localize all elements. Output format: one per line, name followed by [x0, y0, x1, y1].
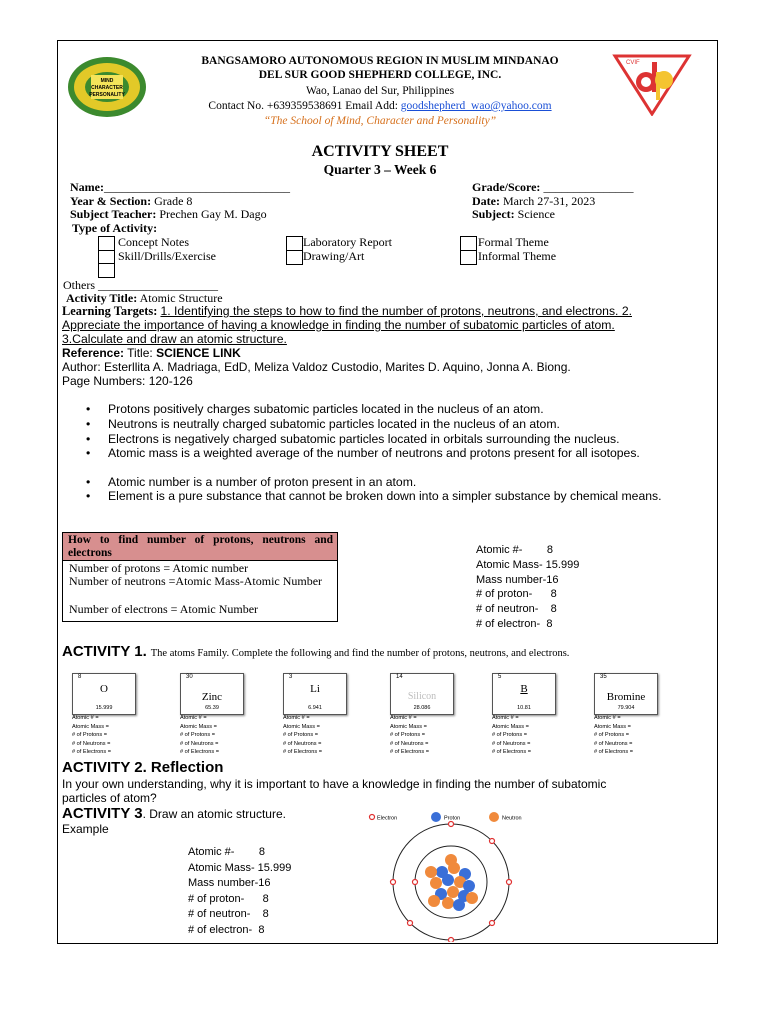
others-label: Others: [63, 278, 95, 292]
bullet-electrons: • Electrons is negatively charged subatomic particles located in orbitals surrounding the nucleus.: [86, 432, 620, 446]
example-atomic-number: Atomic #- 8: [476, 544, 554, 556]
example2-neutrons: # of neutron- 8: [188, 908, 269, 921]
grade-row: [472, 180, 633, 195]
silicon-number: 14: [396, 674, 403, 680]
oxygen-number: 8: [78, 674, 82, 680]
howto-header: [63, 533, 337, 561]
activity2-question-2: particles of atom?: [62, 791, 157, 805]
zinc-field-neutrons: # of Neutrons =: [180, 740, 219, 747]
lab-report-label: Laboratory Report: [303, 235, 392, 249]
example-mass-number: Mass number-16: [476, 573, 559, 586]
element-card-lithium: [283, 673, 347, 715]
lithium-field-atomic-mass: Atomic Mass =: [283, 723, 320, 730]
activity3-row: [62, 805, 286, 823]
electron: [490, 921, 495, 926]
oxygen-field-electrons: # of Electrons =: [72, 749, 112, 755]
bullet-protons-text: Protons positively charges subatomic particles located in the nucleus of an atom.: [108, 402, 544, 416]
example-values-1: [476, 543, 579, 632]
bullet-element-text: Element is a pure substance that cannot be broken down into a simpler substance by chemical means.: [108, 489, 662, 503]
motto: “The School of Mind, Character and Personality”: [263, 115, 497, 127]
targets-text-2: Appreciate the importance of having a knowledge in finding the number of subatomic particles of atom.: [62, 318, 615, 332]
boron-field-atomic-number: Atomic # =: [492, 715, 519, 721]
neutron: [447, 886, 459, 898]
activity-type-label: Type of Activity:: [72, 221, 158, 235]
informal-theme-checkbox[interactable]: [460, 250, 477, 265]
oxygen-field-atomic-mass: Atomic Mass =: [72, 723, 109, 730]
silicon-symbol: Silicon: [407, 691, 437, 702]
silicon-field-electrons: # of Electrons =: [390, 749, 430, 755]
contact-line: [150, 100, 610, 112]
legend: [370, 812, 522, 822]
example-electrons: # of electron- 8: [476, 617, 553, 630]
legend-proton: Proton: [444, 815, 461, 822]
legend-proton-icon: [431, 812, 441, 822]
element-card-oxygen: [72, 673, 136, 715]
boron-field-electrons: # of Electrons =: [492, 749, 532, 755]
activity3-instruction: . Draw an atomic structure.: [142, 807, 286, 821]
bromine-number: 35: [600, 674, 607, 680]
targets-label: Learning Targets:: [62, 304, 158, 318]
activity1-row: [62, 643, 569, 661]
zinc-field-protons: # of Protons =: [180, 732, 215, 738]
bromine-field-protons: # of Protons =: [594, 732, 629, 738]
boron-fields: [492, 714, 531, 757]
skill-drills-label: Skill/Drills/Exercise: [118, 249, 216, 263]
bromine-field-atomic-number: Atomic # =: [594, 715, 621, 721]
activity3-example-label: Example: [62, 822, 109, 836]
atom-diagram: [364, 806, 534, 942]
example-neutrons: # of neutron- 8: [476, 603, 557, 616]
example2-mass-number: Mass number-16: [188, 877, 271, 890]
bromine-fields: [594, 714, 633, 757]
lithium-mass: 6.941: [308, 705, 322, 711]
subject-value: Science: [517, 207, 555, 221]
informal-theme-label: Informal Theme: [478, 249, 557, 263]
teacher-row: [70, 207, 267, 222]
bromine-symbol: Bromine: [606, 691, 646, 703]
activity1-heading: ACTIVITY 1.: [62, 643, 147, 660]
element-card-bromine: [594, 673, 658, 715]
bullet-electrons-text: Electrons is negatively charged subatomic particles located in orbitals surrounding the nucleus.: [108, 432, 620, 446]
teacher-label: Subject Teacher:: [70, 207, 157, 221]
date-label: Date:: [472, 194, 500, 208]
bromine-mass: 79.904: [617, 705, 635, 711]
formal-theme-checkbox[interactable]: [460, 236, 477, 251]
example2-protons: # of proton- 8: [188, 892, 269, 905]
neutron: [428, 895, 440, 907]
activity1-instruction: The atoms Family. Complete the following and find the number of protons, neutrons, and electrons.: [150, 648, 570, 659]
oxygen-mass: 15.999: [95, 705, 113, 711]
boron-number: 5: [498, 674, 502, 680]
activity3-heading: ACTIVITY 3: [62, 805, 143, 822]
school-seal-logo: [66, 55, 148, 119]
electron: [413, 880, 418, 885]
svg-text:CHARACTER: CHARACTER: [91, 85, 123, 91]
svg-text:MIND: MIND: [100, 78, 114, 84]
neutron: [425, 866, 437, 878]
oxygen-field-neutrons: # of Neutrons =: [72, 740, 111, 747]
name-row: [70, 180, 290, 195]
others-blank: ____________________: [98, 278, 218, 292]
bullet-protons: • Protons positively charges subatomic particles located in the nucleus of an atom.: [86, 402, 544, 416]
page-title: ACTIVITY SHEET: [311, 143, 449, 160]
reference-label: Reference:: [62, 346, 125, 360]
activity-title-value: Atomic Structure: [139, 291, 223, 305]
zinc-number: 30: [186, 674, 193, 680]
example-protons: # of proton- 8: [476, 588, 557, 601]
bullet-element: • Element is a pure substance that cannot be broken down into a simpler substance by chemical means.: [86, 489, 662, 503]
howto-heading: How to find number of protons, neutrons and electrons: [68, 534, 333, 559]
electron: [391, 880, 396, 885]
oxygen-field-protons: # of Protons =: [72, 732, 107, 738]
zinc-fields: [180, 714, 219, 757]
page-subtitle: Quarter 3 – Week 6: [323, 162, 437, 177]
electron: [449, 938, 454, 943]
silicon-field-neutrons: # of Neutrons =: [390, 740, 429, 747]
example-atomic-mass: Atomic Mass- 15.999: [476, 558, 580, 571]
electron: [490, 839, 495, 844]
activity-title-label: Activity Title:: [66, 291, 138, 305]
lithium-field-atomic-number: Atomic # =: [283, 715, 310, 721]
bromine-field-neutrons: # of Neutrons =: [594, 740, 633, 747]
grade-blank: _______________: [543, 180, 634, 194]
howto-neutrons: Number of neutrons =Atomic Mass-Atomic Number: [69, 574, 323, 588]
contact-text: Contact No. +639359538691 Email Add:: [208, 100, 398, 112]
silicon-field-atomic-number: Atomic # =: [390, 715, 417, 721]
name-blank: _______________________________: [103, 180, 290, 194]
silicon-field-protons: # of Protons =: [390, 732, 425, 738]
year-label: Year & Section:: [70, 194, 152, 208]
zinc-field-electrons: # of Electrons =: [180, 749, 220, 755]
legend-neutron-icon: [489, 812, 499, 822]
subject-label: Subject:: [472, 207, 515, 221]
lithium-field-protons: # of Protons =: [283, 732, 318, 738]
formal-theme-label: Formal Theme: [478, 235, 549, 249]
element-card-boron: [492, 673, 556, 715]
proton: [453, 899, 465, 911]
oxygen-field-atomic-number: Atomic # =: [72, 715, 99, 721]
concept-notes-checkbox[interactable]: [98, 236, 115, 251]
bromine-field-electrons: # of Electrons =: [594, 749, 634, 755]
neutron: [430, 877, 442, 889]
electron: [449, 822, 454, 827]
others-checkbox[interactable]: [98, 263, 115, 278]
email-link[interactable]: goodshepherd_wao@yahoo.com: [400, 100, 552, 112]
howto-box: [62, 532, 338, 622]
boron-symbol: B: [520, 683, 528, 695]
cvif-dp-logo: [612, 50, 692, 116]
lab-report-checkbox[interactable]: [286, 236, 303, 251]
bullet-atomic-mass: • Atomic mass is a weighted average of the number of neutrons and protons present for all isotopes.: [86, 446, 640, 460]
reference-pages: Page Numbers: 120-126: [62, 374, 193, 388]
electron: [408, 921, 413, 926]
reference-title: SCIENCE LINK: [156, 346, 241, 360]
howto-protons: Number of protons = Atomic number: [69, 561, 249, 575]
example-values-2: [188, 845, 291, 939]
lithium-field-neutrons: # of Neutrons =: [283, 740, 322, 747]
howto-electrons: Number of electrons = Atomic Number: [69, 602, 259, 616]
drawing-art-checkbox[interactable]: [286, 250, 303, 265]
date-value: March 27-31, 2023: [502, 194, 596, 208]
grade-label: Grade/Score:: [472, 180, 541, 194]
boron-field-neutrons: # of Neutrons =: [492, 740, 531, 747]
legend-electron: Electron: [377, 815, 398, 822]
neutron: [445, 854, 457, 866]
school-address: Wao, Lanao del Sur, Philippines: [305, 85, 455, 97]
school-name: DEL SUR GOOD SHEPHERD COLLEGE, INC.: [258, 69, 502, 81]
reference-title-label: Title:: [127, 346, 153, 360]
targets-text-3: 3.Calculate and draw an atomic structure.: [62, 332, 287, 346]
element-card-zinc: [180, 673, 244, 715]
element-card-silicon: [390, 673, 454, 715]
nucleus: [425, 854, 478, 911]
subject-row: [472, 207, 555, 222]
zinc-field-atomic-number: Atomic # =: [180, 715, 207, 721]
activity2-heading: ACTIVITY 2. Reflection: [62, 759, 224, 776]
proton: [442, 874, 454, 886]
example2-atomic-number: Atomic #- 8: [188, 846, 266, 858]
lithium-fields: [283, 714, 322, 757]
lithium-number: 3: [289, 674, 293, 680]
bullet-atomic-mass-text: Atomic mass is a weighted average of the number of neutrons and protons present for all isotopes.: [108, 446, 640, 460]
learning-targets-line1: [62, 304, 632, 319]
reference-author: Author: Esterllita A. Madriaga, EdD, Meliza Valdoz Custodio, Marites D. Aquino, Jonna A. Biong.: [62, 360, 571, 374]
neutron: [466, 892, 478, 904]
silicon-mass: 28.086: [413, 705, 431, 711]
svg-text:PERSONALITY: PERSONALITY: [89, 92, 125, 98]
zinc-symbol: Zinc: [201, 691, 223, 703]
legend-neutron: Neutron: [502, 815, 522, 822]
oxygen-symbol: O: [100, 683, 108, 695]
concept-notes-label: Concept Notes: [118, 235, 189, 249]
boron-field-atomic-mass: Atomic Mass =: [492, 723, 529, 730]
name-label: Name:: [70, 180, 104, 194]
bullet-atomic-number: • Atomic number is a number of proton present in an atom.: [86, 475, 417, 489]
boron-mass: 10.81: [517, 705, 531, 711]
legend-electron-icon: [370, 815, 375, 820]
bullet-neutrons-text: Neutrons is neutrally charged subatomic particles located in the nucleus of an atom.: [108, 417, 560, 431]
example2-electrons: # of electron- 8: [188, 923, 265, 936]
bullet-atomic-number-text: Atomic number is a number of proton present in an atom.: [108, 475, 417, 489]
oxygen-fields: [72, 714, 111, 757]
region-title: BANGSAMORO AUTONOMOUS REGION IN MUSLIM MINDANAO: [201, 55, 559, 67]
targets-text-1: 1. Identifying the steps to how to find the number of protons, neutrons, and electrons. 2.: [160, 304, 632, 318]
zinc-mass: 65.39: [205, 705, 219, 711]
zinc-field-atomic-mass: Atomic Mass =: [180, 723, 217, 730]
bromine-field-atomic-mass: Atomic Mass =: [594, 723, 631, 730]
boron-field-protons: # of Protons =: [492, 732, 527, 738]
silicon-fields: [390, 714, 429, 757]
svg-text:CVIF: CVIF: [626, 60, 640, 66]
bullet-neutrons: • Neutrons is neutrally charged subatomic particles located in the nucleus of an atom.: [86, 417, 560, 431]
neutron: [442, 897, 454, 909]
lithium-field-electrons: # of Electrons =: [283, 749, 323, 755]
example2-atomic-mass: Atomic Mass- 15.999: [188, 861, 292, 874]
lithium-symbol: Li: [310, 683, 320, 695]
reference-row: [62, 346, 241, 360]
year-value: Grade 8: [154, 194, 193, 208]
drawing-art-label: Drawing/Art: [303, 249, 365, 263]
electron: [507, 880, 512, 885]
activity2-question-1: In your own understanding, why it is important to have a knowledge in finding the number of subatomic: [62, 777, 607, 791]
teacher-value: Prechen Gay M. Dago: [159, 207, 267, 221]
silicon-field-atomic-mass: Atomic Mass =: [390, 723, 427, 730]
